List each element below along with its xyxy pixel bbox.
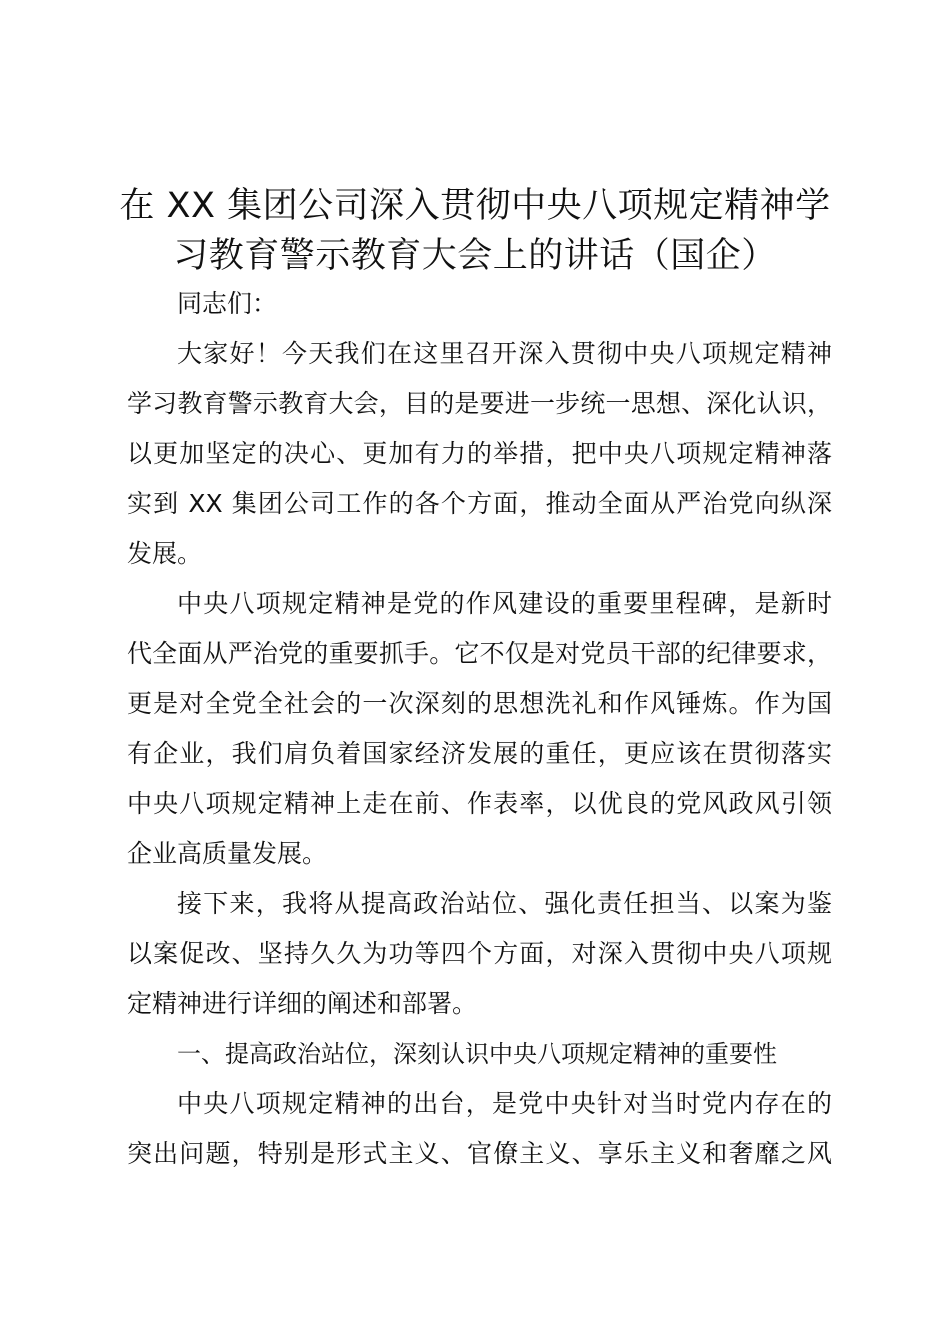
paragraph-4 xyxy=(127,1079,832,1179)
paragraph-line: 以更加坚定的决心、更加有力的举措，把中央八项规定精神落 xyxy=(127,439,832,468)
paragraph-line: 突出问题，特别是形式主义、官僚主义、享乐主义和奢靡之风 xyxy=(127,1139,832,1168)
paragraph-3 xyxy=(127,879,832,1029)
paragraph-line: 有企业，我们肩负着国家经济发展的重任，更应该在贯彻落实 xyxy=(127,739,832,768)
paragraph-line: 发展。 xyxy=(127,539,203,568)
paragraph-line: 代全面从严治党的重要抓手。它不仅是对党员干部的纪律要求， xyxy=(127,639,832,668)
document-title-line-2: 习教育警示教育大会上的讲话（国企） xyxy=(173,236,777,276)
paragraph-line: 接下来，我将从提高政治站位、强化责任担当、以案为鉴 xyxy=(177,889,832,918)
paragraph-line: 以案促改、坚持久久为功等四个方面，对深入贯彻中央八项规 xyxy=(127,939,832,968)
paragraph-line: 企业高质量发展。 xyxy=(127,839,328,868)
paragraph-line: 实到 XX 集团公司工作的各个方面，推动全面从严治党向纵深 xyxy=(127,489,832,518)
paragraph-line: 定精神进行详细的阐述和部署。 xyxy=(127,989,478,1018)
paragraph-line: 学习教育警示教育大会，目的是要进一步统一思想、深化认识， xyxy=(127,389,832,418)
paragraph-line: 中央八项规定精神上走在前、作表率，以优良的党风政风引领 xyxy=(127,789,832,818)
paragraph-line: 更是对全党全社会的一次深刻的思想洗礼和作风锤炼。作为国 xyxy=(127,689,832,718)
paragraph-line: 大家好！今天我们在这里召开深入贯彻中央八项规定精神 xyxy=(177,339,832,368)
paragraph-2 xyxy=(127,579,832,879)
paragraph-1 xyxy=(127,329,832,579)
document-title-line-1: 在 XX 集团公司深入贯彻中央八项规定精神学 xyxy=(119,186,831,226)
paragraph-line: 中央八项规定精神是党的作风建设的重要里程碑，是新时 xyxy=(177,589,832,618)
paragraph-line: 中央八项规定精神的出台，是党中央针对当时党内存在的 xyxy=(177,1089,832,1118)
section-heading-1: 一、提高政治站位，深刻认识中央八项规定精神的重要性 xyxy=(177,1040,777,1068)
salutation: 同志们： xyxy=(177,289,278,318)
